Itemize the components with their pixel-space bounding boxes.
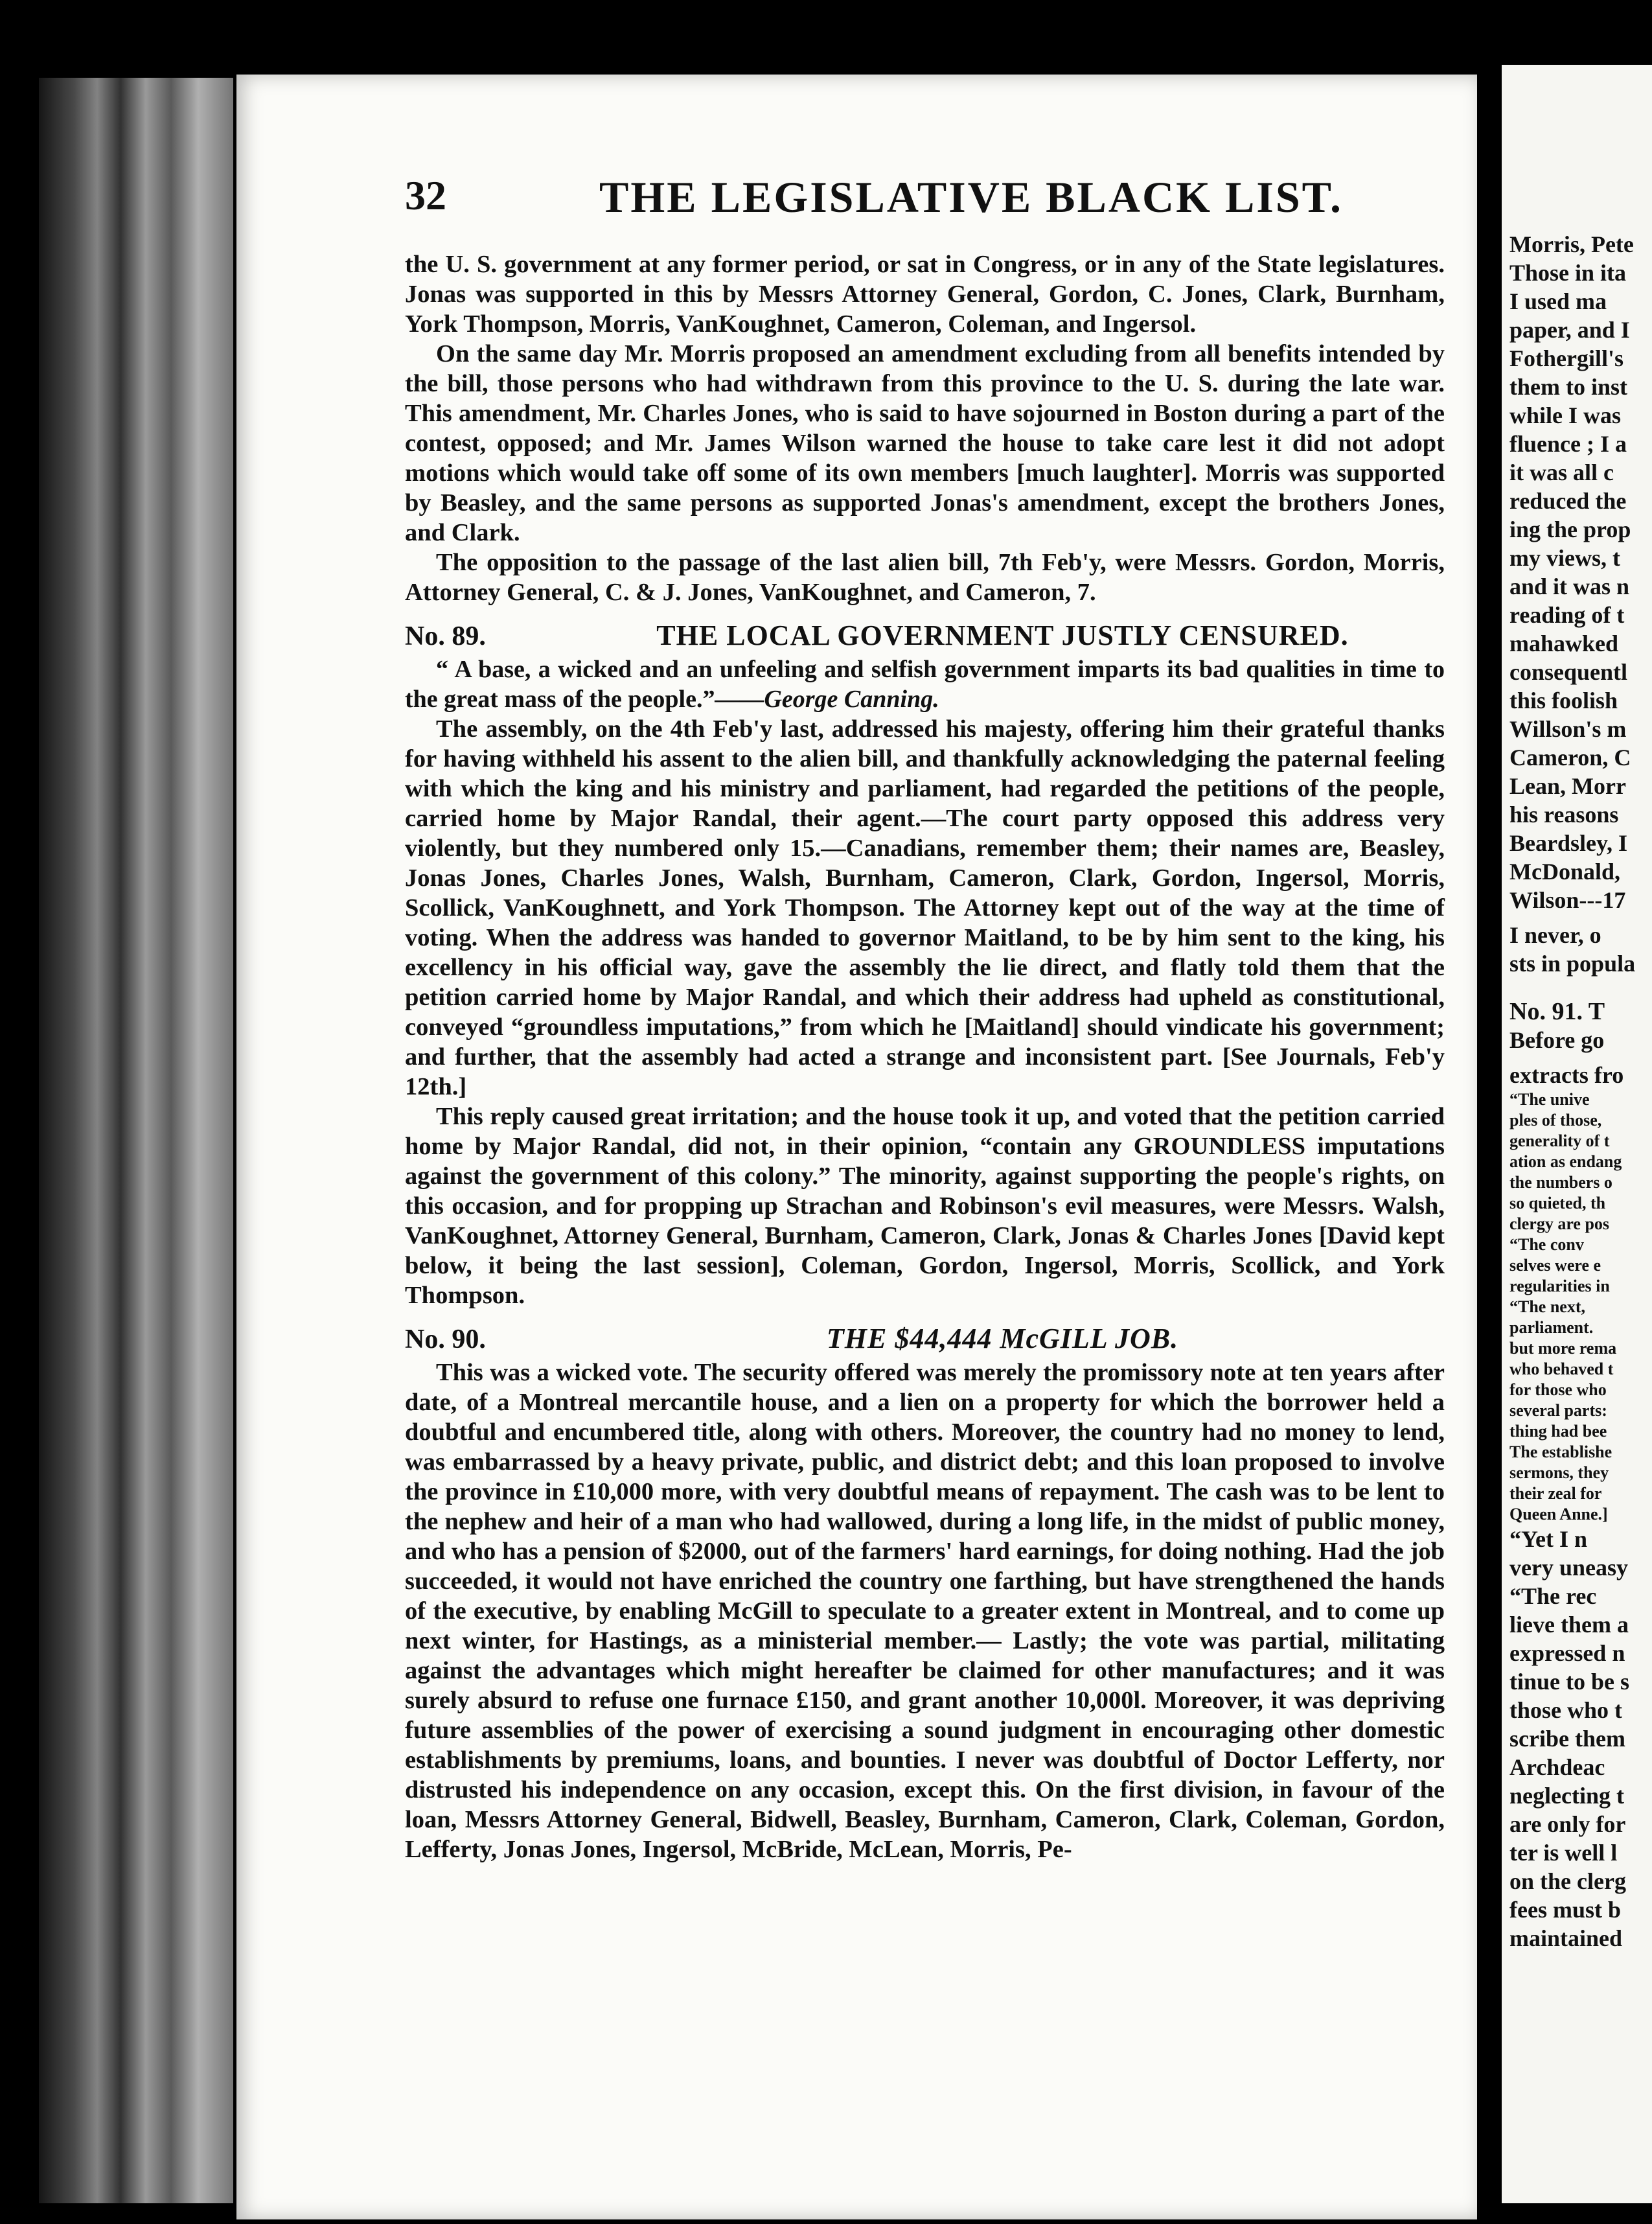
right-page-line: while I was	[1509, 402, 1622, 428]
right-page-line: Fothergill's	[1509, 345, 1623, 371]
right-page-line: ation as endang	[1509, 1152, 1622, 1171]
right-page-line: expressed n	[1509, 1640, 1625, 1666]
section-number: No. 89.	[405, 621, 486, 651]
right-page-line: several parts:	[1509, 1401, 1607, 1420]
right-page-line: Morris, Pete	[1509, 231, 1634, 257]
running-title: THE LEGISLATIVE BLACK LIST.	[599, 172, 1343, 222]
epigraph	[405, 654, 1445, 714]
right-page-line: ter is well l	[1509, 1840, 1618, 1866]
right-page-line: my views, t	[1509, 545, 1620, 571]
right-page-line: but more rema	[1509, 1339, 1617, 1358]
epigraph-text: “ A base, a wicked and an unfeeling and selfish government imparts its bad qualities in time to the great mass of the people.”	[405, 656, 1445, 713]
page-header	[405, 172, 1438, 243]
paragraph: On the same day Mr. Morris proposed an amendment excluding from all benefits intended by the bill, those persons who had withdrawn from this province to the U. S. during the late war. This amendment, Mr. Charles Jones, who is said to have sojourned in Boston during a part of the contest, opposed; and Mr. James Wilson warned the house to take care lest it did not adopt motions which would take off some of its own members [much laughter]. Morris was supported by Beasley, and the same persons as supported Jonas's amendment, except the brothers Jones, and Clark.	[405, 340, 1445, 546]
right-page-line: who behaved t	[1509, 1360, 1614, 1378]
right-page-line: I used ma	[1509, 288, 1607, 314]
right-page-line: them to inst	[1509, 374, 1627, 400]
right-page-line: “The unive	[1509, 1090, 1590, 1109]
right-page-line: consequentl	[1509, 659, 1628, 685]
page-body	[405, 249, 1445, 1864]
right-page-line: Before go	[1509, 1027, 1605, 1053]
right-page-line: are only for	[1509, 1811, 1626, 1837]
right-page-line: generality of t	[1509, 1131, 1610, 1150]
right-page-line: No. 91. T	[1509, 998, 1605, 1025]
right-page-line: on the clerg	[1509, 1868, 1626, 1894]
paragraph: This reply caused great irritation; and the house took it up, and voted that the petition carried home by Major Randal, did not, in their opinion, “contain any GROUNDLESS imputations against the government of this colony.” The minority, against supporting the people's rights, on this occasion, and for propping up Strachan and Robinson's evil measures, were Messrs. Walsh, VanKoughnet, Attorney General, Burnham, Cameron, Clark, Jonas & Charles Jones [David kept below, it being the last session], Coleman, Gordon, Ingersol, Morris, Scollick, and York Thompson.	[405, 1103, 1445, 1309]
right-page-line: it was all c	[1509, 459, 1614, 485]
right-page-line: The establishe	[1509, 1442, 1612, 1461]
page-number: 32	[405, 172, 446, 218]
right-page-line: “The next,	[1509, 1297, 1585, 1316]
right-page-line: “The conv	[1509, 1235, 1584, 1254]
left-page	[236, 75, 1477, 2219]
right-page-line: for those who	[1509, 1380, 1607, 1399]
right-page-line: sermons, they	[1509, 1463, 1609, 1482]
paragraph: This was a wicked vote. The security offered was merely the promissory note at ten years after date, of a Montreal mercantile house, and a lien on a property for which the borrower held a doubtful and encumbered title, along with others. Moreover, the country had no money to lend, was embarrassed by a heavy private, public, and district debt; and this loan proposed to involve the province in £10,000 more, with very doubtful means of repayment. The cash was to be lent to the nephew and heir of a man who had wallowed, during a long life, in the midst of public money, and who has a pension of $2000, out of the farmers' hard earnings, for doing nothing. Had the job succeeded, it would not have enriched the country one farthing, but have strengthened the hands of the executive, by enabling McGill to speculate to a greater extent in Montreal, and to come up next winter, for Hastings, as a ministerial member.— Lastly; the vote was partial, militating against the advantages which might hereafter be claimed for other manufactures; and it was surely absurd to refuse one furnace £150, and grant another 10,000l. Moreover, it was depriving future assemblies of the power of exercising a sound judgment in encouraging other domestic establishments by premiums, loans, and bounties. I never was doubtful of Doctor Lefferty, nor distrusted his independence on any occasion, except this. On the first division, in favour of the loan, Messrs Attorney General, Bidwell, Beasley, Burnham, Cameron, Clark, Coleman, Gordon, Lefferty, Jonas Jones, Ingersol, McBride, McLean, Morris, Pe-	[405, 1359, 1445, 1863]
book-binding-gutter	[39, 78, 233, 2203]
right-page-line: clergy are pos	[1509, 1214, 1610, 1233]
right-page-line: ing the prop	[1509, 516, 1631, 542]
right-page-line: parliament.	[1509, 1318, 1594, 1337]
right-page-line: Lean, Morr	[1509, 773, 1626, 799]
right-page-line: extracts fro	[1509, 1062, 1624, 1088]
right-page-line: reduced the	[1509, 488, 1627, 514]
right-page-line: reading of t	[1509, 602, 1625, 628]
section-heading-90	[405, 1322, 1445, 1355]
right-page-line: and it was n	[1509, 573, 1630, 599]
right-page-line: McDonald,	[1509, 859, 1620, 885]
right-page-line: regularities in	[1509, 1277, 1610, 1295]
section-heading-89	[405, 619, 1445, 652]
epigraph-attribution: ——George Canning.	[715, 686, 939, 713]
right-page-line: paper, and I	[1509, 317, 1630, 343]
paragraph: The assembly, on the 4th Feb'y last, addressed his majesty, offering him their grateful thanks for having withheld his assent to the alien bill, and thankfully acknowledging the paternal feeling with which the king and his ministry and parliament, had regarded the petitions of the people, carried home by Major Randal, their agent.—The court party opposed this address very violently, but they numbered only 15.—Canadians, remember them; their names are, Beasley, Jonas Jones, Charles Jones, Walsh, Burnham, Cameron, Clark, Gordon, Ingersol, Morris, Scollick, VanKoughnett, and York Thompson. The Attorney kept out of the way at the time of voting. When the address was handed to governor Maitland, to be by him sent to the king, his excellency in his official way, gave the assembly the lie direct, and flatly told them that the petition carried home by Major Randal, and which their address had upheld as constitutional, conveyed “groundless imputations,” from which he [Maitland] should vindicate his government; and further, that the assembly had acted a strange and inconsistent part. [See Journals, Feb'y 12th.]	[405, 715, 1445, 1100]
right-page-line: lieve them a	[1509, 1612, 1629, 1638]
right-page-line: maintained	[1509, 1925, 1623, 1951]
right-page-line: selves were e	[1509, 1256, 1601, 1275]
right-page-line: thing had bee	[1509, 1422, 1607, 1441]
right-page-line: his reasons	[1509, 802, 1619, 828]
right-page-line: sts in popula	[1509, 951, 1636, 977]
section-title: THE $44,444 McGILL JOB.	[826, 1323, 1179, 1354]
right-page-line: neglecting t	[1509, 1783, 1624, 1809]
right-page-line: ples of those,	[1509, 1111, 1602, 1129]
right-page-line: this foolish	[1509, 688, 1618, 713]
paragraph: The opposition to the passage of the last alien bill, 7th Feb'y, were Messrs. Gordon, Morris, Attorney General, C. & J. Jones, VanKoughnet, and Cameron, 7.	[405, 549, 1445, 606]
right-page-line: I never, o	[1509, 922, 1601, 948]
section-number: No. 90.	[405, 1325, 486, 1354]
right-page-line: tinue to be s	[1509, 1669, 1630, 1695]
right-page-line: “Yet I n	[1509, 1526, 1588, 1552]
right-page-line: scribe them	[1509, 1726, 1625, 1752]
right-page-line: mahawked	[1509, 631, 1619, 656]
right-page-line: Wilson---17	[1509, 887, 1626, 913]
right-page-line: Cameron, C	[1509, 745, 1631, 770]
right-page-line: Willson's m	[1509, 716, 1627, 742]
right-page-line: very uneasy	[1509, 1555, 1628, 1581]
right-page-line: their zeal for	[1509, 1484, 1602, 1503]
right-page-line: fluence ; I a	[1509, 431, 1627, 457]
right-page-line: so quieted, th	[1509, 1194, 1606, 1212]
right-page-line: Queen Anne.]	[1509, 1505, 1608, 1523]
paragraph: the U. S. government at any former period, or sat in Congress, or in any of the State legislatures. Jonas was supported in this by Messrs Attorney General, Gordon, C. Jones, Clark, Burnham, York Thompson, Morris, VanKoughnet, Cameron, Coleman, and Ingersol.	[405, 251, 1445, 338]
section-title: THE LOCAL GOVERNMENT JUSTLY CENSURED.	[656, 620, 1349, 651]
right-page-line: Archdeac	[1509, 1754, 1605, 1780]
right-page-line: “The rec	[1509, 1583, 1597, 1609]
right-page-line: those who t	[1509, 1697, 1623, 1723]
right-page-line: fees must b	[1509, 1897, 1621, 1923]
right-page-line: Those in ita	[1509, 260, 1627, 286]
right-page-line: the numbers o	[1509, 1173, 1612, 1192]
right-page-fragment	[1502, 65, 1652, 2203]
right-page-line: Beardsley, I	[1509, 830, 1628, 856]
